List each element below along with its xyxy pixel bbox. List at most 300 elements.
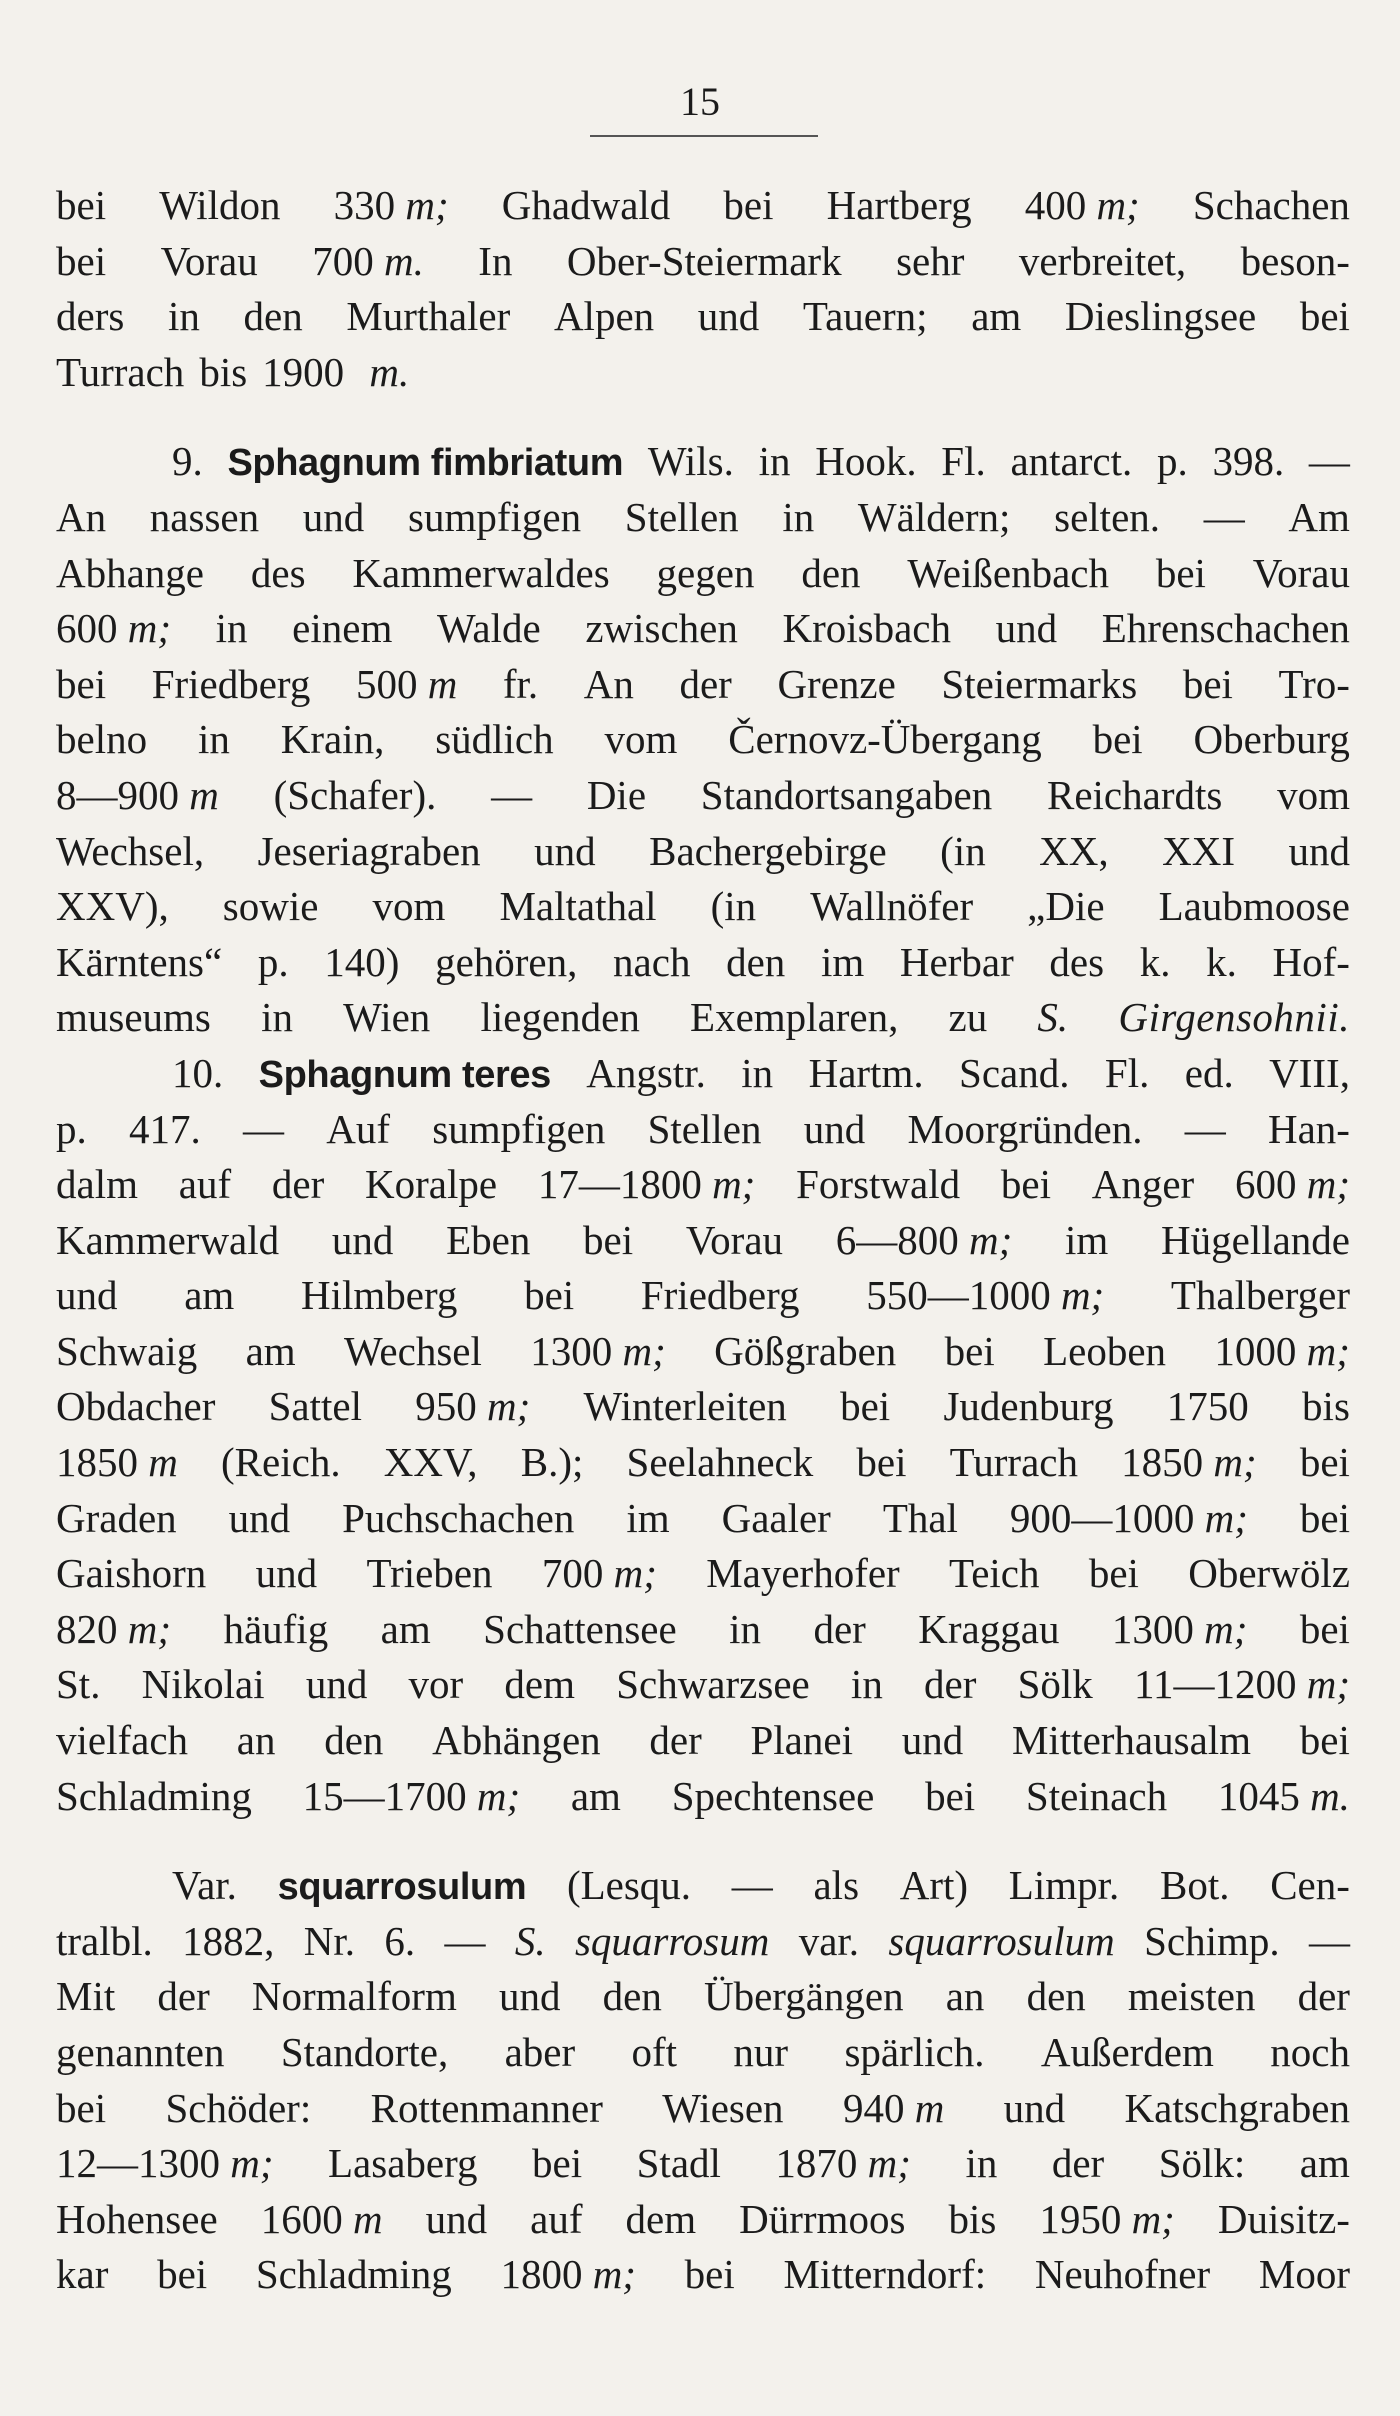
- text-word: 500: [355, 660, 428, 707]
- text-word: spärlich.: [844, 2029, 985, 2075]
- text-word: (Lesqu.: [566, 1862, 692, 1909]
- text-word: Tauern;: [802, 293, 928, 340]
- text-word: Turrach: [56, 348, 185, 395]
- text-word: —: [243, 1105, 284, 1152]
- text-word: 1800: [500, 2251, 593, 2298]
- text-word: meisten: [1127, 1973, 1256, 2020]
- text-word: m: [427, 660, 458, 707]
- text-word: Wechsel: [344, 1327, 482, 1374]
- text-word: —: [444, 1917, 486, 1964]
- measurement: [1039, 2192, 1175, 2248]
- text-word: m;: [622, 1327, 666, 1374]
- text-word: Eben: [446, 1216, 531, 1263]
- text-word: sumpfigen: [407, 493, 582, 540]
- text-word: beson-: [1240, 237, 1350, 284]
- text-word: Wils.: [647, 438, 734, 485]
- text-word: den: [801, 549, 861, 596]
- text-word: 10.: [172, 1049, 224, 1096]
- text-word: Anger: [1091, 1161, 1195, 1208]
- text-word: bei: [56, 182, 107, 228]
- text-word: selten.: [1054, 493, 1161, 540]
- text-word: ders: [56, 293, 125, 340]
- text-word: An: [56, 493, 107, 540]
- text-word: Hilmberg: [300, 1272, 458, 1319]
- text-word: dem: [504, 1661, 575, 1708]
- text-word: m;: [867, 2140, 911, 2187]
- text-word: bei: [1299, 1439, 1350, 1486]
- text-word: Ehrenschachen: [1101, 605, 1350, 652]
- text-word: Graden: [56, 1494, 177, 1541]
- text-word: Schladming: [255, 2251, 452, 2298]
- text-word: —: [731, 1862, 773, 1909]
- text-word: Bachergebirge: [649, 827, 887, 874]
- text-word: 700: [541, 1550, 614, 1597]
- text-word: Schladming: [56, 1772, 252, 1819]
- text-word: m;: [1213, 1439, 1257, 1486]
- text-word: Auf: [326, 1105, 391, 1152]
- text-word: der: [924, 1661, 977, 1708]
- text-word: Hartm.: [808, 1049, 924, 1096]
- measurement: [56, 768, 219, 824]
- text-word: Var.: [172, 1862, 237, 1909]
- text-word: gegen: [656, 549, 755, 596]
- header-rule: [590, 135, 818, 137]
- text-word: Hohensee: [56, 2195, 218, 2242]
- text-word: tralbl.: [56, 1917, 153, 1964]
- text-word: Art): [899, 1862, 969, 1909]
- text-word: Kammerwaldes: [352, 549, 610, 596]
- text-word: am: [184, 1272, 235, 1319]
- text-word: Wiesen: [662, 2084, 784, 2131]
- text-word: Abhängen: [432, 1717, 601, 1764]
- text-word: bei: [583, 1216, 634, 1263]
- text-word: Nr.: [303, 1917, 355, 1964]
- measurement: [1121, 1435, 1257, 1491]
- text-line: [56, 1435, 1350, 1491]
- measurement: [56, 1435, 178, 1491]
- text-word: vor: [408, 1661, 464, 1708]
- text-word: Angstr.: [586, 1049, 706, 1096]
- text-word: p.: [257, 938, 289, 985]
- text-word: Tro-: [1278, 660, 1350, 707]
- text-word: Cen-: [1270, 1862, 1350, 1909]
- text-word: fr.: [502, 660, 539, 707]
- text-word: Weißenbach: [907, 549, 1109, 596]
- text-word: 140): [324, 938, 400, 985]
- text-word: Gaishorn: [56, 1550, 207, 1597]
- text-word: bei: [157, 2251, 208, 2298]
- text-word: 6.: [384, 1917, 416, 1964]
- text-word: und: [995, 605, 1058, 652]
- text-word: den: [324, 1717, 384, 1764]
- text-line: [56, 345, 1350, 401]
- text-word: Laubmoose: [1158, 883, 1350, 930]
- text-line: [56, 178, 1350, 234]
- text-word: nur: [733, 2029, 789, 2075]
- text-word: 1750: [1166, 1383, 1249, 1430]
- text-word: 15—1700: [302, 1772, 477, 1819]
- text-word: Wildon: [159, 182, 281, 228]
- text-word: Černovz-Übergang: [728, 716, 1042, 763]
- text-word: 1600: [260, 2195, 353, 2242]
- text-word: in: [197, 716, 230, 763]
- text-word: Mit: [56, 1973, 116, 2020]
- text-word: 398.: [1212, 438, 1285, 485]
- text-word: der: [649, 1717, 702, 1764]
- text-word: —: [1184, 1105, 1226, 1152]
- text-word: m: [914, 2084, 945, 2131]
- measurement: [56, 1602, 171, 1658]
- text-word: und: [534, 827, 596, 874]
- species-name: Sphagnum teres: [258, 1053, 551, 1096]
- text-word: Die: [586, 771, 647, 818]
- text-word: Mitterndorf:: [783, 2251, 987, 2298]
- text-word: Gößgraben: [714, 1327, 897, 1374]
- measurement: [843, 2081, 944, 2137]
- text-word: den: [726, 938, 786, 985]
- text-word: Turrach: [949, 1439, 1078, 1486]
- text-word: Am: [1288, 493, 1350, 540]
- text-word: sehr: [896, 237, 965, 284]
- text-word: Murthaler: [346, 293, 511, 340]
- text-word: XX,: [1039, 827, 1109, 874]
- text-word: m;: [1096, 182, 1140, 228]
- text-word: vom: [604, 716, 678, 763]
- measurement: [261, 2192, 383, 2248]
- text-word: Alpen: [553, 293, 655, 340]
- text-word: bei: [1155, 549, 1206, 596]
- text-word: Fl.: [941, 438, 986, 485]
- text-word: Krain,: [280, 716, 385, 763]
- text-word: Stellen: [624, 493, 739, 540]
- text-word: und: [498, 1973, 561, 2020]
- text-word: m;: [712, 1161, 756, 1208]
- text-word: Schöder:: [165, 2084, 312, 2131]
- text-word: Maltathal: [499, 883, 657, 930]
- text-word: Sölk:: [1158, 2140, 1246, 2187]
- text-word: 700: [312, 237, 384, 284]
- text-line: [56, 546, 1350, 602]
- text-word: genannten: [56, 2029, 225, 2075]
- text-word: Katschgraben: [1124, 2084, 1350, 2131]
- text-word: (in: [940, 827, 986, 874]
- text-line: [56, 1324, 1350, 1380]
- text-word: 900—1000: [1009, 1494, 1205, 1541]
- text-word: in: [850, 1661, 883, 1708]
- text-word: vom: [1277, 771, 1350, 818]
- text-word: Stadl: [636, 2140, 721, 2187]
- text-line: [56, 2192, 1350, 2248]
- text-line: [56, 712, 1350, 768]
- measurement: [334, 178, 449, 234]
- text-word: und: [305, 1661, 368, 1708]
- text-word: in: [729, 1605, 762, 1652]
- text-word: Neuhofner: [1034, 2251, 1211, 2298]
- text-word: VIII,: [1269, 1049, 1350, 1096]
- measurement: [1218, 1769, 1350, 1825]
- text-word: k.: [1139, 938, 1171, 985]
- text-line: [56, 1657, 1350, 1713]
- text-word: im: [820, 938, 865, 985]
- text-body: [56, 178, 1350, 2303]
- text-word: bei: [684, 2251, 735, 2298]
- text-word: in: [741, 1049, 774, 1096]
- text-word: Steiermarks: [941, 660, 1138, 707]
- text-word: gehören,: [435, 938, 578, 985]
- text-line: [56, 2247, 1350, 2303]
- text-word: in: [167, 293, 200, 340]
- text-line: [56, 490, 1350, 546]
- text-word: 400: [1024, 182, 1097, 228]
- text-word: m;: [1306, 1161, 1350, 1208]
- text-word: m: [189, 771, 219, 818]
- text-word: Winterleiten: [583, 1383, 787, 1430]
- text-word: p.: [56, 1105, 87, 1152]
- text-word: sowie: [222, 883, 319, 930]
- text-word: im: [1065, 1216, 1109, 1263]
- text-word: und: [1003, 2084, 1066, 2131]
- text-word: 11—1200: [1134, 1661, 1307, 1708]
- text-word: dem: [625, 2195, 697, 2242]
- text-word: m: [148, 1439, 178, 1486]
- text-word: nach: [613, 938, 691, 985]
- text-word: am: [380, 1605, 431, 1652]
- measurement: [303, 1769, 521, 1825]
- measurement: [500, 2247, 636, 2303]
- text-word: bei: [532, 2140, 583, 2187]
- text-word: bei: [524, 1272, 575, 1319]
- text-word: Lasaberg: [328, 2140, 478, 2187]
- text-word: Wien: [343, 994, 431, 1041]
- text-word: Schattensee: [483, 1605, 677, 1652]
- text-word: m;: [1204, 1494, 1248, 1541]
- text-word: 1850: [1121, 1439, 1214, 1486]
- text-word: einem: [292, 605, 393, 652]
- measurement: [1010, 1491, 1248, 1547]
- text-word: —: [1309, 1917, 1350, 1964]
- text-word: den: [602, 1973, 662, 2020]
- text-word: Grenze: [777, 660, 896, 707]
- text-word: Hof-: [1272, 938, 1350, 985]
- text-word: Schachen: [1192, 182, 1350, 228]
- text-line: [56, 1268, 1350, 1324]
- text-word: 600: [56, 605, 128, 652]
- text-word: Schwaig: [56, 1327, 198, 1374]
- text-word: bei: [1088, 1550, 1139, 1597]
- text-word: und: [901, 1717, 964, 1764]
- text-word: Walde: [436, 605, 541, 652]
- text-word: Hook.: [815, 438, 917, 485]
- text-word: p.: [1156, 438, 1188, 485]
- text-word: der: [157, 1973, 210, 2020]
- text-word: am: [570, 1772, 621, 1819]
- text-word: Friedberg: [640, 1272, 800, 1319]
- text-word: ed.: [1184, 1049, 1234, 1096]
- text-word: noch: [1270, 2029, 1350, 2075]
- text-word: Trieben: [366, 1550, 493, 1597]
- text-line: [56, 768, 1350, 824]
- text-word: bei: [1299, 1605, 1350, 1652]
- text-word: Standorte,: [280, 2029, 449, 2075]
- text-word: Mitterhausalm: [1011, 1717, 1252, 1764]
- text-line: [56, 2136, 1350, 2192]
- text-line: [56, 1858, 1350, 1914]
- text-word: im: [626, 1494, 670, 1541]
- text-word: Übergängen: [703, 1973, 904, 2020]
- text-word: verbreitet,: [1018, 237, 1187, 284]
- text-word: Oberwölz: [1188, 1550, 1350, 1597]
- text-word: der: [271, 1161, 325, 1208]
- text-word: Mayerhofer: [706, 1550, 900, 1597]
- text-line: [56, 1046, 1350, 1102]
- text-word: 417.: [129, 1105, 201, 1152]
- text-line: [56, 1491, 1350, 1547]
- text-line: [56, 1546, 1350, 1602]
- text-word: Ober-Steiermark: [566, 237, 842, 284]
- text-word: bei: [56, 2084, 107, 2131]
- text-word: B.);: [520, 1439, 584, 1486]
- text-word: Teich: [949, 1550, 1040, 1597]
- text-word: auf: [530, 2195, 583, 2242]
- text-word: Vorau: [685, 1216, 784, 1263]
- text-word: in: [782, 493, 815, 540]
- text-word: dalm: [56, 1161, 138, 1208]
- text-word: (in: [710, 883, 757, 930]
- text-word: 1300: [1111, 1605, 1205, 1652]
- text-word: Leoben: [1043, 1327, 1167, 1374]
- text-word: 600: [1234, 1161, 1307, 1208]
- text-word: Planei: [750, 1717, 853, 1764]
- text-word: der: [813, 1605, 866, 1652]
- text-word: Exemplaren,: [690, 994, 899, 1041]
- text-word: 1900: [262, 348, 355, 395]
- text-word: und: [56, 1272, 118, 1319]
- text-word: Duisitz-: [1217, 2195, 1350, 2242]
- text-word: in: [261, 994, 293, 1041]
- text-word: und: [331, 1216, 394, 1263]
- text-word: In: [478, 237, 513, 284]
- text-word: Moorgründen.: [907, 1105, 1143, 1152]
- text-word: S.: [514, 1917, 546, 1964]
- species-name: Sphagnum fimbriatum: [227, 442, 624, 485]
- text-line: [56, 824, 1350, 880]
- text-word: Wechsel,: [56, 827, 205, 874]
- text-word: m;: [1060, 1272, 1105, 1319]
- measurement: [775, 2136, 911, 2192]
- measurement: [415, 1379, 530, 1435]
- text-word: (Schafer).: [273, 771, 437, 818]
- text-word: Friedberg: [151, 660, 311, 707]
- measurement: [356, 657, 457, 713]
- text-word: m;: [1306, 1327, 1350, 1374]
- text-word: Dürrmoos: [739, 2195, 906, 2242]
- text-word: Koralpe: [365, 1161, 498, 1208]
- text-word: auf: [178, 1161, 232, 1208]
- text-word: Hartberg: [826, 182, 972, 228]
- text-word: 1300: [530, 1327, 623, 1374]
- text-word: Normalform: [251, 1973, 457, 2020]
- text-word: bis: [199, 348, 248, 395]
- text-word: an: [236, 1717, 276, 1764]
- text-word: Girgensohnii.: [1118, 994, 1350, 1041]
- text-word: —: [1203, 493, 1245, 540]
- text-word: m;: [487, 1383, 531, 1430]
- text-word: des: [1049, 938, 1105, 985]
- text-word: Judenburg: [943, 1383, 1114, 1430]
- text-word: häufig: [223, 1605, 329, 1652]
- text-word: Schimp.: [1144, 1917, 1280, 1964]
- text-word: 9.: [172, 438, 203, 485]
- text-line: [56, 234, 1350, 290]
- text-word: —: [1308, 438, 1350, 485]
- text-word: —: [491, 771, 533, 818]
- measurement: [56, 601, 171, 657]
- text-word: liegenden: [480, 994, 640, 1041]
- text-word: Wäldern;: [857, 493, 1011, 540]
- measurement: [1134, 1657, 1350, 1713]
- text-line: [56, 1602, 1350, 1658]
- text-word: Seelahneck: [626, 1439, 814, 1486]
- text-word: kar: [56, 2251, 109, 2298]
- text-word: m;: [592, 2251, 636, 2298]
- text-word: Forstwald: [796, 1161, 961, 1208]
- text-word: Spechtensee: [671, 1772, 875, 1819]
- measurement: [56, 2136, 274, 2192]
- text-word: XXV),: [56, 883, 169, 930]
- text-line: [56, 990, 1350, 1046]
- measurement: [836, 1213, 1013, 1269]
- text-word: m;: [969, 1216, 1013, 1263]
- text-word: 1882,: [182, 1917, 275, 1964]
- text-word: 6—800: [835, 1216, 970, 1263]
- text-word: m.: [383, 237, 424, 284]
- text-word: (Reich.: [221, 1439, 341, 1486]
- text-line: [56, 601, 1350, 657]
- text-word: An: [583, 660, 634, 707]
- text-word: antarct.: [1010, 438, 1133, 485]
- measurement: [1214, 1324, 1350, 1380]
- text-word: und: [228, 1494, 291, 1541]
- text-word: und: [302, 493, 365, 540]
- text-word: bei: [56, 237, 107, 284]
- text-line: [56, 1213, 1350, 1269]
- text-word: bei: [840, 1383, 891, 1430]
- text-word: Scand.: [959, 1049, 1070, 1096]
- text-line: [56, 434, 1350, 490]
- text-word: Vorau: [160, 237, 258, 284]
- text-word: m;: [1131, 2195, 1175, 2242]
- text-line: [56, 289, 1350, 345]
- text-word: Vorau: [1252, 549, 1350, 596]
- text-line: [56, 657, 1350, 713]
- text-word: Thal: [882, 1494, 958, 1541]
- text-word: in: [215, 605, 248, 652]
- text-word: Ghadwald: [501, 182, 671, 228]
- text-line: [56, 1102, 1350, 1158]
- text-word: den: [243, 293, 303, 340]
- text-word: bei: [856, 1439, 907, 1486]
- text-line: [56, 1969, 1350, 2025]
- text-word: Kammerwald: [56, 1216, 280, 1263]
- text-word: Thalberger: [1170, 1272, 1350, 1319]
- text-word: squarrosum: [574, 1917, 770, 1964]
- text-word: nassen: [149, 493, 260, 540]
- measurement: [866, 1268, 1104, 1324]
- text-word: St.: [56, 1661, 101, 1708]
- measurement: [542, 1546, 657, 1602]
- text-word: 1000: [1214, 1327, 1307, 1374]
- text-word: 950: [415, 1383, 488, 1430]
